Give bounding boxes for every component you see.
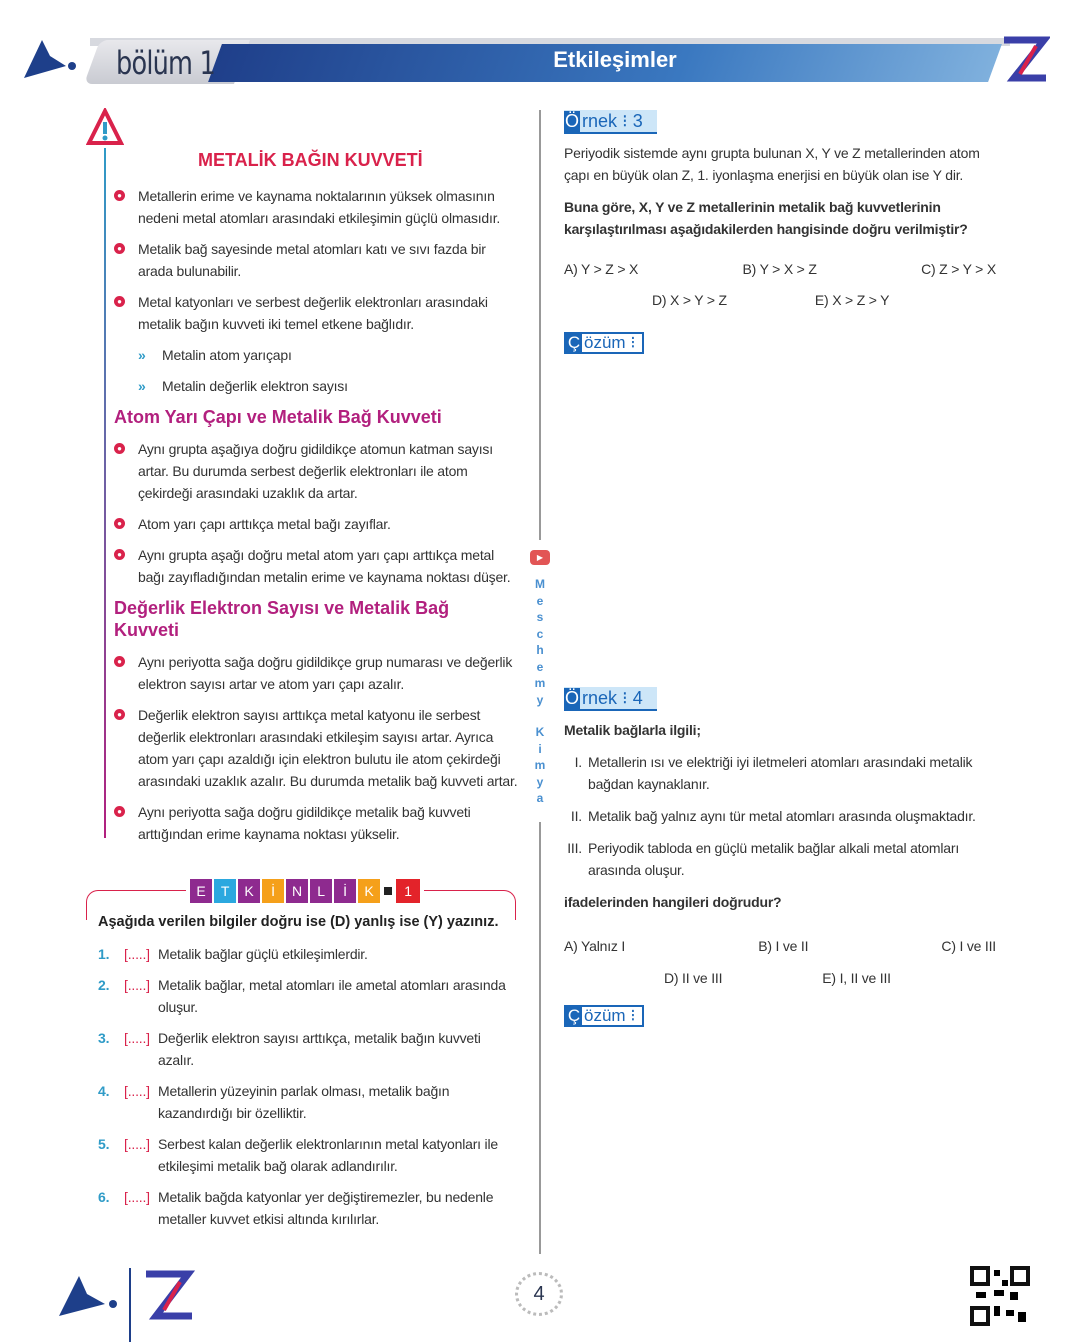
warning-icon — [86, 108, 124, 148]
column-divider — [539, 110, 541, 540]
left-accent-line — [104, 148, 106, 838]
answer-blank[interactable]: [.....] — [124, 977, 150, 993]
option[interactable]: B) Y > X > Z — [742, 261, 817, 277]
bullet-icon: ● — [114, 709, 125, 720]
bullet-icon: ● — [114, 243, 125, 254]
activity-list: 1. [.....] Metalik bağlar güçlü etkileşimlerdir. 2. [.....] Metalik bağlar, metal atomları ile ametal atomları arasında oluşur. 3. [.....] Değerlik elektron sayısı arttıkça, metalik bağın kuvveti azalır. 4. [.....] Metallerin yüzeyinin parlak olması, metalik bağın kazandırdığı bir özelliktir. 5. [.....] Serbest kalan değerlik elektronlarının metal katyonları ile etkileşimi metalik bağ olarak adlandırılır. 6. [.....] Metalik bağda katyonlar yer değiştiremezler, bu nedenle metaller kuvvet etkisi altında kırılırlar. — [98, 943, 508, 1230]
solution-4-label: Ç özüm ⁝ — [564, 1005, 644, 1027]
bullet-icon: ● — [114, 656, 125, 667]
left-column — [98, 185, 518, 1239]
left-content: ● Metallerin erime ve kaynama noktalarının yüksek olmasının nedeni metal atomları arasındaki etkileşimin güçlü olmasıdır. ● Metalik bağ sayesinde metal atomları katı ve sıvı fazda bir arada bulunabilir. ● Metal katyonları ve serbest değerlik elektronları arasındaki metalik bağın kuvveti iki temel etkene bağlıdır. » Metalin atom yarıçapı » Metalin değerlik elektron sayısı Atom Yarı Çapı ve Metalik Bağ Kuvveti ● Aynı grupta aşağıya doğru gidildikçe atomun katman sayısı artar. Bu durumda serbest değerlik elektronları ile atom çekirdeği arasındaki uzaklık da artar. ● Atom yarı çapı arttıkça metal bağı zayıflar. ● Aynı grupta aşağı doğru metal atom yarı çapı arttıkça metal bağı zayıfladığından metalin erime ve kaynama noktası düşer. Değerlik Elektron Sayısı ve Metalik Bağ Kuvveti ● Aynı periyotta sağa doğru gidildikçe grup numarası ve değerlik elektron sayısı artar ve atom yarı çapı azalır. ● Değerlik elektron sayısı arttıkça metal katyonu ile serbest değerlik elektronları arasındaki etkileşim sayısı artar. Ayrıca atom yarı çapı azaldığı için elektron bulutu ile atom çekirdeği arasındaki uzaklık azalır. Bu durumda metalik bağ kuvveti artar. ● Aynı periyotta sağa doğru gidildikçe metalik bağ kuvveti arttığından erime kaynama noktası yükselir. — [114, 188, 518, 842]
arrow-icon: » — [138, 378, 146, 394]
option[interactable]: C) Z > Y > X — [921, 261, 996, 277]
solution-3-label: Ç özüm ⁝ — [564, 332, 644, 354]
section-label: bölüm 1 — [116, 44, 216, 82]
page-number: 4 — [515, 1272, 563, 1316]
option[interactable]: A) Y > Z > X — [564, 261, 639, 277]
option[interactable]: C) I ve III — [941, 938, 996, 954]
youtube-icon[interactable]: ▶ — [530, 550, 550, 565]
example-4-label: Ö rnek ⁝ 4 — [564, 687, 657, 711]
arrow-icon: » — [138, 347, 146, 363]
page-title: Etkileşimler — [553, 47, 677, 72]
bullet-icon: ● — [114, 296, 125, 307]
activity-section — [86, 879, 516, 1230]
bullet-icon: ● — [114, 190, 125, 201]
answer-blank[interactable]: [.....] — [124, 1083, 150, 1099]
z-logo-icon — [142, 1270, 196, 1322]
example-4: Metalik bağlarla ilgili; I. Metallerin ısı ve elektriği iyi iletmeleri atomları arasındaki metalik bağdan kaynaklanır. II. Metalik bağ yalnız aynı tür metal atomları arasında oluşmaktadır. III. Periyodik tabloda en güçlü metalik bağlar alkali metal atomları arasında oluşur. ifadelerinden hangileri doğrudur? A) Yalnız I B) I ve II C) I ve III D) II ve III E) I, II ve III — [564, 719, 996, 989]
answer-blank[interactable]: [.....] — [124, 1136, 150, 1152]
option[interactable]: B) I ve II — [758, 938, 809, 954]
activity-instruction: Aşağıda verilen bilgiler doğru ise (D) yanlış ise (Y) yazınız. — [98, 914, 499, 930]
column-divider — [539, 822, 541, 1254]
activity-badge: E T K İ N L İ K 1 — [186, 879, 424, 903]
qr-code-icon[interactable] — [970, 1266, 1030, 1326]
channel-name-vertical: M e s c h e m y K i m y a — [534, 577, 546, 805]
option[interactable]: E) X > Z > Y — [814, 292, 890, 308]
answer-blank[interactable]: [.....] — [124, 946, 150, 962]
publisher-logo-icon — [20, 38, 76, 82]
heading-atom: Atom Yarı Çapı ve Metalik Bağ Kuvveti — [114, 407, 442, 427]
bullet-icon: ● — [114, 549, 125, 560]
option[interactable]: D) II ve III — [664, 970, 723, 986]
option[interactable]: D) X > Y > Z — [652, 292, 727, 308]
box-title: METALİK BAĞIN KUVVETİ — [198, 150, 423, 170]
example-3: Periyodik sistemde aynı grupta bulunan X, Y ve Z metallerinden atom çapı en büyük olan Z, 1. iyonlaşma enerjisi en büyük olan ise Y dir. Buna göre, X, Y ve Z metallerinin metalik bağ kuvvetlerinin karşılaştırılması aşağıdakilerden hangisinde doğru verilmiştir? A) Y > Z > X B) Y > X > Z C) Z > Y > X D) X > Y > Z E) X > Z > Y — [564, 142, 996, 311]
answer-blank[interactable]: [.....] — [124, 1189, 150, 1205]
option[interactable]: A) Yalnız I — [564, 938, 626, 954]
option[interactable]: E) I, II ve III — [822, 970, 891, 986]
heading-degerlik: Değerlik Elektron Sayısı ve Metalik Bağ Kuvveti — [114, 598, 450, 640]
answer-blank[interactable]: [.....] — [124, 1030, 150, 1046]
z-logo-icon — [1000, 36, 1050, 84]
example-3-label: Ö rnek ⁝ 3 — [564, 110, 657, 134]
bullet-icon: ● — [114, 518, 125, 529]
publisher-logo-icon — [55, 1272, 121, 1322]
bullet-icon: ● — [114, 443, 125, 454]
bullet-icon: ● — [114, 806, 125, 817]
